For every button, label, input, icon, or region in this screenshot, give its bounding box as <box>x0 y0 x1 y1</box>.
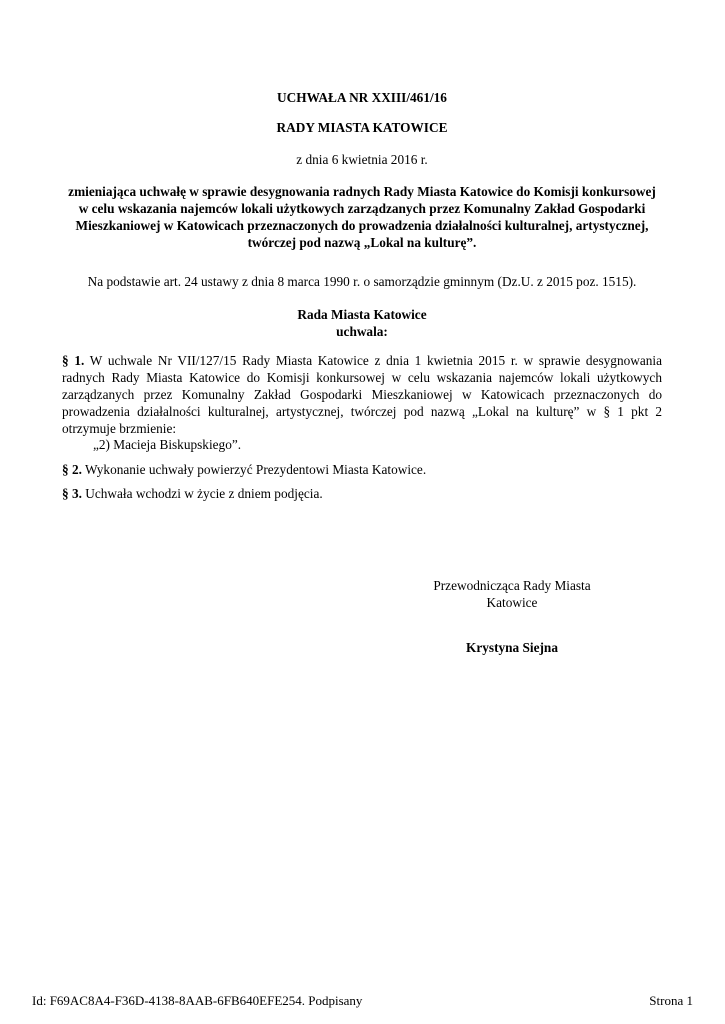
section-2-marker: § 2. <box>62 462 82 477</box>
resolution-number: UCHWAŁA NR XXIII/461/16 <box>277 90 447 105</box>
section-3-text: Uchwała wchodzi w życie z dniem podjęcia. <box>81 486 323 501</box>
legal-basis: Na podstawie art. 24 ustawy z dnia 8 marca 1990 r. o samorządzie gminnym (Dz.U. z 2015 poz. 1515). <box>87 274 637 289</box>
council-name: RADY MIASTA KATOWICE <box>276 120 448 135</box>
section-1-quote: „2) Macieja Biskupskiego”. <box>93 437 242 452</box>
section-2-text: Wykonanie uchwały powierzyć Prezydentowi Miasta Katowice. <box>81 462 427 477</box>
subject-line: Mieszkaniowej w Katowicach przeznaczonych do prowadzenia działalności kulturalnej, artystycznej, <box>75 218 649 233</box>
section-1 <box>62 352 662 437</box>
subject-line: zmieniająca uchwałę w sprawie desygnowania radnych Rady Miasta Katowice do Komisji konkursowej <box>68 184 656 199</box>
section-2 <box>62 461 662 478</box>
signatory-role-line1: Przewodnicząca Rady Miasta <box>433 578 591 593</box>
resolution-subject <box>62 183 662 251</box>
council-resolves-line1: Rada Miasta Katowice <box>297 307 427 322</box>
signatory-name: Krystyna Siejna <box>466 640 558 655</box>
council-resolves <box>62 306 662 340</box>
subject-line: w celu wskazania najemców lokali użytkowych zarządzanych przez Komunalny Zakład Gospodarki <box>78 201 646 216</box>
resolution-date: z dnia 6 kwietnia 2016 r. <box>296 152 428 167</box>
section-1-marker: § 1. <box>62 353 85 368</box>
council-resolves-line2: uchwala: <box>336 324 388 339</box>
section-3 <box>62 485 662 502</box>
signatory-role-line2: Katowice <box>486 595 538 610</box>
page-number: Strona 1 <box>649 993 693 1008</box>
section-3-marker: § 3. <box>62 486 82 501</box>
signatory-role <box>412 577 612 611</box>
subject-line: twórczej pod nazwą „Lokal na kulturę”. <box>247 235 477 250</box>
section-1-text: W uchwale Nr VII/127/15 Rady Miasta Katowice z dnia 1 kwietnia 2015 r. w sprawie desygnowania radnych Rady Miasta Katowice do Komisji konkursowej w celu wskazania najemców lokali użytkowych zarządzanych przez Komunalny Zakład Gospodarki Mieszkaniowej w Katowicach przeznaczonych do prowadzenia działalności kulturalnej, artystycznej, twórczej pod nazwą „Lokal na kulturę” w § 1 pkt 2 otrzymuje brzmienie: <box>62 353 662 436</box>
document-id: Id: F69AC8A4-F36D-4138-8AAB-6FB640EFE254. Podpisany <box>32 993 363 1008</box>
